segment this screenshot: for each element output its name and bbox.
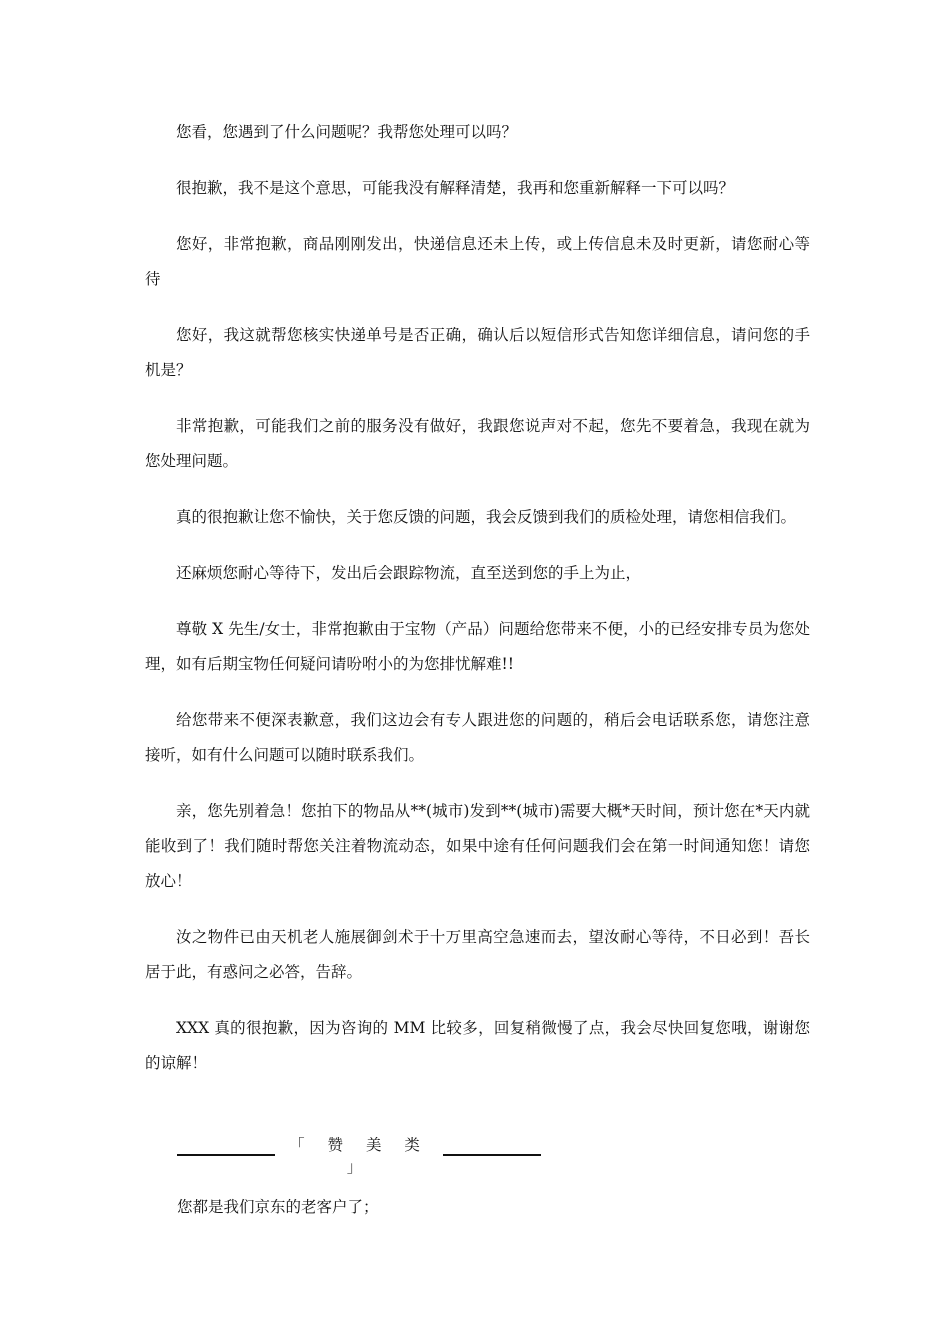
section-header xyxy=(177,1136,557,1176)
paragraph: 给您带来不便深表歉意，我们这边会有专人跟进您的问题的，稍后会电话联系您，请您注意接听，如有什么问题可以随时联系我们。 xyxy=(145,711,810,764)
paragraph: 非常抱歉，可能我们之前的服务没有做好，我跟您说声对不起，您先不要着急，我现在就为您处理问题。 xyxy=(145,417,810,470)
paragraph: 真的很抱歉让您不愉快，关于您反馈的问题，我会反馈到我们的质检处理，请您相信我们。 xyxy=(176,508,797,526)
paragraph: 您看，您遇到了什么问题呢？我帮您处理可以吗？ xyxy=(176,123,518,141)
paragraph: 很抱歉，我不是这个意思，可能我没有解释清楚，我再和您重新解释一下可以吗？ xyxy=(176,179,735,197)
paragraph: 汝之物件已由天机老人施展御剑术于十万里高空急速而去，望汝耐心等待，不日必到！吾长居于此，有惑问之必答，告辞。 xyxy=(145,928,810,981)
paragraph-list xyxy=(145,115,810,1102)
paragraph: 您好，我这就帮您核实快递单号是否正确，确认后以短信形式告知您详细信息，请问您的手机是？ xyxy=(145,326,810,379)
paragraph: XXX 真的很抱歉，因为咨询的 MM 比较多，回复稍微慢了点，我会尽快回复您哦，谢谢您的谅解！ xyxy=(145,1019,810,1072)
left-divider xyxy=(177,1154,275,1156)
paragraph: 尊敬 X 先生/女士，非常抱歉由于宝物（产品）问题给您带来不便，小的已经安排专员为您处理，如有后期宝物任何疑问请吩咐小的为您排忧解难!! xyxy=(145,620,810,673)
section-first-line: 您都是我们京东的老客户了； xyxy=(177,1198,379,1216)
section-title: 「 赞 美 类 」 xyxy=(289,1136,429,1176)
paragraph: 您好，非常抱歉，商品刚刚发出，快递信息还未上传，或上传信息未及时更新，请您耐心等待 xyxy=(145,235,810,288)
paragraph: 还麻烦您耐心等待下，发出后会跟踪物流，直至送到您的手上为止， xyxy=(176,564,642,582)
right-divider xyxy=(443,1154,541,1156)
paragraph: 亲，您先别着急！您拍下的物品从**(城市)发到**(城市)需要大概*天时间，预计您在*天内就能收到了！我们随时帮您关注着物流动态，如果中途有任何问题我们会在第一时间通知您！请您放心！ xyxy=(145,802,810,890)
